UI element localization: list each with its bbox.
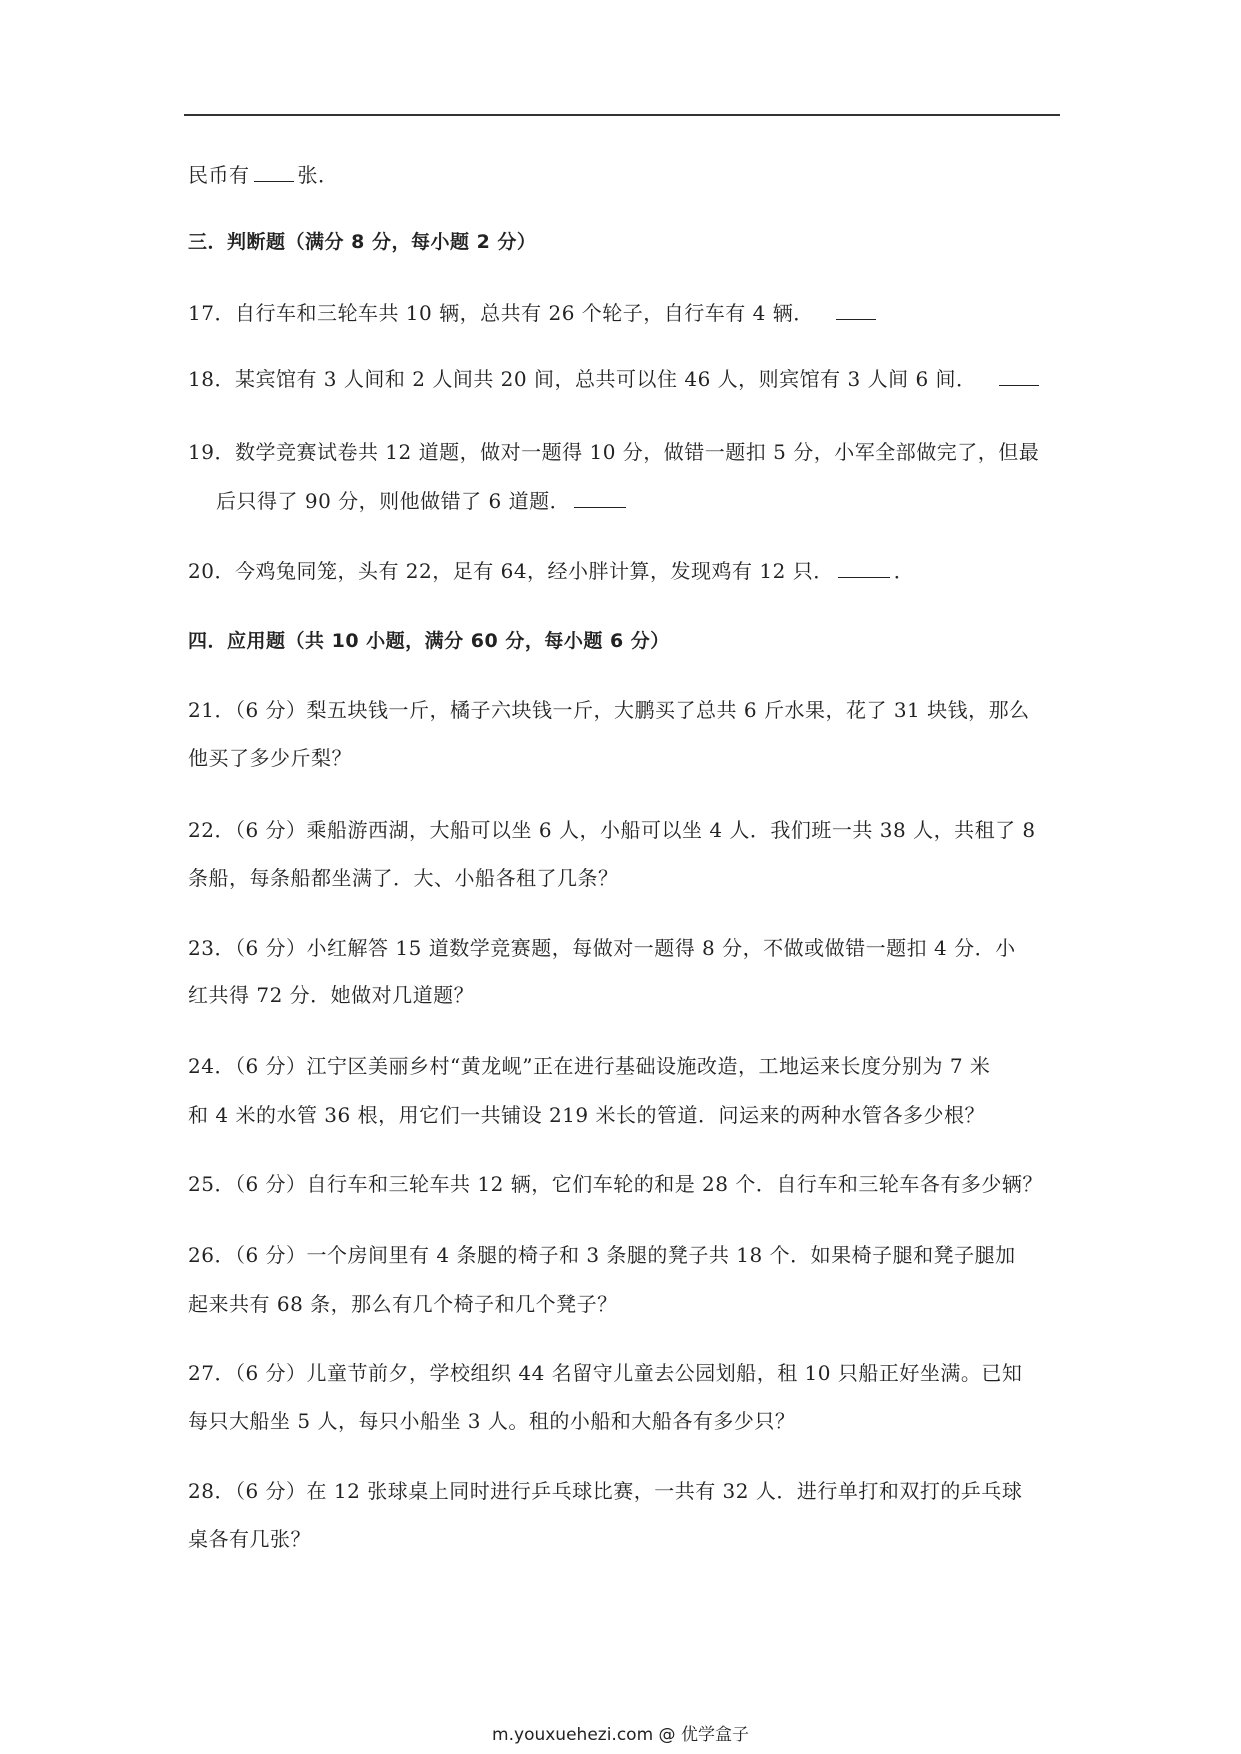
question-17 bbox=[188, 301, 880, 325]
question-18-text: 18．某宾馆有 3 人间和 2 人间共 20 间，总共可以住 46 人，则宾馆有 3 人间 6 间． bbox=[188, 367, 977, 391]
question-28-line-1: 28．（6 分）在 12 张球桌上同时进行乒乓球比赛，一共有 32 人．进行单打和双打的乒乓球 bbox=[188, 1479, 1023, 1503]
answer-blank bbox=[254, 163, 294, 182]
section-4-title: 四．应用题（共 10 小题，满分 60 分，每小题 6 分） bbox=[188, 630, 670, 652]
answer-blank bbox=[836, 301, 876, 320]
question-19-line-2 bbox=[216, 489, 630, 513]
question-26-line-1: 26．（6 分）一个房间里有 4 条腿的椅子和 3 条腿的凳子共 18 个．如果椅子腿和凳子腿加 bbox=[188, 1243, 1016, 1267]
question-19-line-1: 19．数学竞赛试卷共 12 道题，做对一题得 10 分，做错一题扣 5 分，小军全部做完了，但最 bbox=[188, 440, 1040, 464]
section-3-title: 三．判断题（满分 8 分，每小题 2 分） bbox=[188, 231, 537, 253]
answer-blank bbox=[999, 367, 1039, 386]
answer-blank bbox=[574, 489, 626, 508]
question-25-line-1: 25．（6 分）自行车和三轮车共 12 辆，它们车轮的和是 28 个．自行车和三轮车各有多少辆？ bbox=[188, 1172, 1043, 1196]
answer-blank bbox=[838, 559, 890, 578]
question-17-text: 17．自行车和三轮车共 10 辆，总共有 26 个轮子，自行车有 4 辆． bbox=[188, 301, 814, 325]
header-rule bbox=[184, 114, 1060, 116]
question-21-line-2: 他买了多少斤梨？ bbox=[188, 746, 352, 770]
footer-watermark: m.youxuehezi.com @ 优学盒子 bbox=[492, 1725, 749, 1745]
question-20 bbox=[188, 559, 914, 583]
question-22-line-2: 条船，每条船都坐满了．大、小船各租了几条？ bbox=[188, 866, 619, 890]
question-24-line-2: 和 4 米的水管 36 根，用它们一共铺设 219 米长的管道．问运来的两种水管各多少根？ bbox=[188, 1103, 985, 1127]
question-18 bbox=[188, 367, 1043, 391]
question-28-line-2: 桌各有几张？ bbox=[188, 1527, 311, 1551]
question-27-line-2: 每只大船坐 5 人，每只小船坐 3 人。租的小船和大船各有多少只？ bbox=[188, 1409, 796, 1433]
fragment-text-before: 民币有 bbox=[188, 163, 250, 187]
question-20-tail: ． bbox=[893, 559, 915, 583]
question-21-line-1: 21．（6 分）梨五块钱一斤，橘子六块钱一斤，大鹏买了总共 6 斤水果，花了 31 块钱，那么 bbox=[188, 698, 1030, 722]
question-27-line-1: 27．（6 分）儿童节前夕，学校组织 44 名留守儿童去公园划船，租 10 只船正好坐满。已知 bbox=[188, 1361, 1023, 1385]
question-24-line-1: 24．（6 分）江宁区美丽乡村“黄龙岘”正在进行基础设施改造，工地运来长度分别为 7 米 bbox=[188, 1054, 991, 1078]
question-22-line-1: 22．（6 分）乘船游西湖，大船可以坐 6 人，小船可以坐 4 人．我们班一共 38 人，共租了 8 bbox=[188, 818, 1036, 842]
question-20-text: 20．今鸡兔同笼，头有 22，足有 64，经小胖计算，发现鸡有 12 只． bbox=[188, 559, 834, 583]
question-23-line-2: 红共得 72 分．她做对几道题？ bbox=[188, 983, 475, 1007]
question-26-line-2: 起来共有 68 条，那么有几个椅子和几个凳子？ bbox=[188, 1292, 618, 1316]
question-23-line-1: 23．（6 分）小红解答 15 道数学竞赛题，每做对一题得 8 分，不做或做错一题扣 4 分．小 bbox=[188, 936, 1016, 960]
fragment-text-after: 张． bbox=[297, 163, 339, 187]
question-19-text: 后只得了 90 分，则他做错了 6 道题． bbox=[216, 489, 571, 513]
continued-question-fragment bbox=[188, 163, 339, 187]
